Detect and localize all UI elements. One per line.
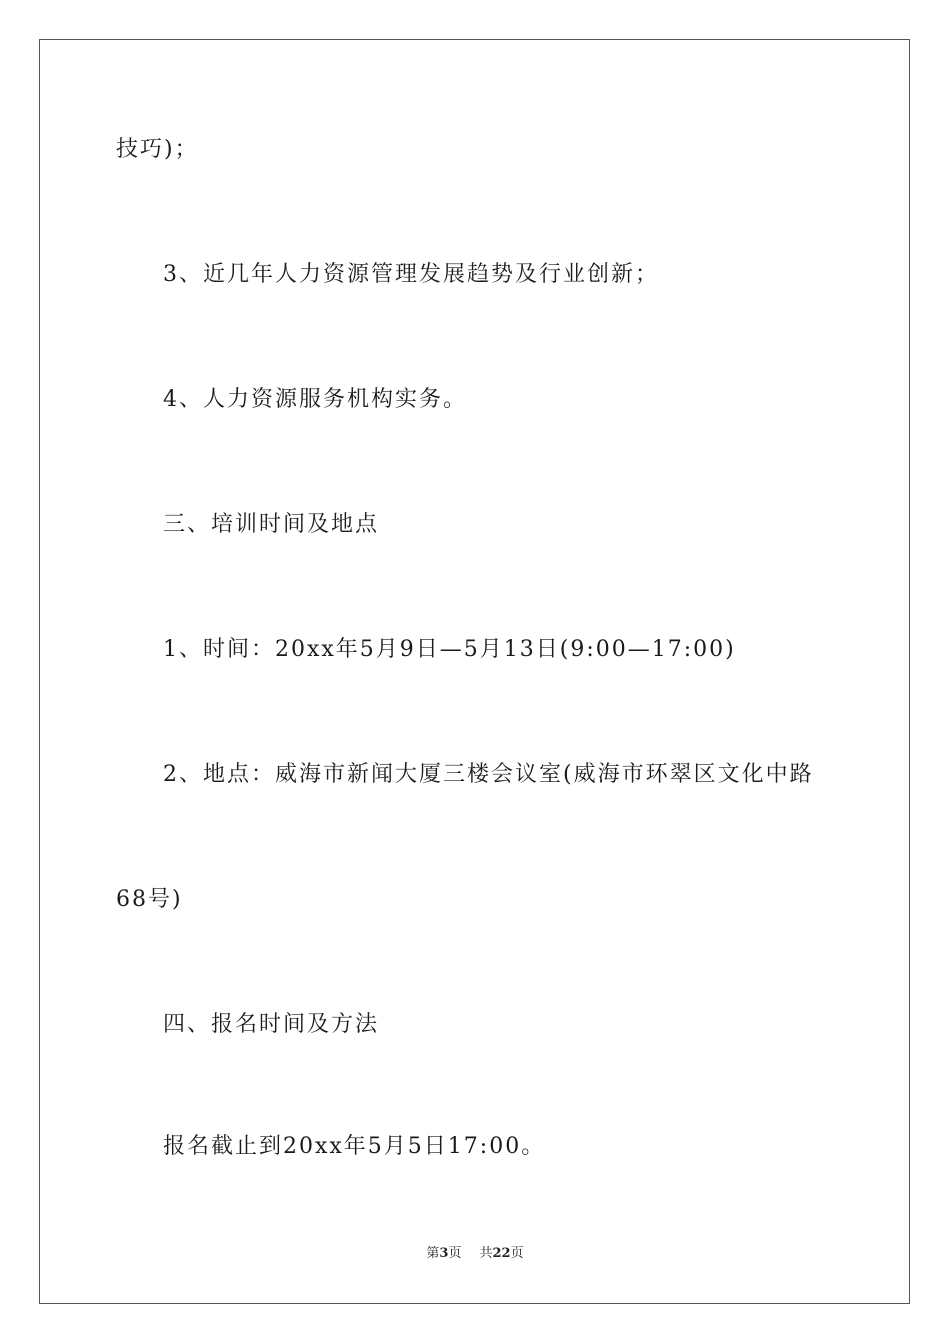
paragraph-line: 4、人力资源服务机构实务。 bbox=[163, 387, 467, 412]
section-heading: 三、培训时间及地点 bbox=[163, 512, 380, 537]
paragraph-line: 技巧)； bbox=[116, 137, 199, 162]
footer-page-current: 3 bbox=[439, 1246, 449, 1261]
page-border bbox=[39, 39, 910, 1304]
page-footer bbox=[0, 1245, 950, 1263]
paragraph-line: 1、时间：20xx年5月9日—5月13日(9:00—17:00) bbox=[163, 637, 736, 662]
footer-total-suffix: 页 bbox=[510, 1246, 524, 1261]
footer-page-total: 22 bbox=[492, 1246, 511, 1261]
footer-page-suffix: 页 bbox=[448, 1246, 462, 1261]
paragraph-line: 68号) bbox=[116, 887, 183, 912]
footer-total-prefix: 共 bbox=[479, 1246, 493, 1261]
footer-page-prefix: 第 bbox=[426, 1246, 440, 1261]
paragraph-line: 3、近几年人力资源管理发展趋势及行业创新； bbox=[163, 262, 659, 287]
paragraph-line: 2、地点：威海市新闻大厦三楼会议室(威海市环翠区文化中路 bbox=[163, 762, 814, 787]
paragraph-line: 报名截止到20xx年5月5日17:00。 bbox=[163, 1134, 546, 1159]
section-heading: 四、报名时间及方法 bbox=[163, 1012, 380, 1037]
